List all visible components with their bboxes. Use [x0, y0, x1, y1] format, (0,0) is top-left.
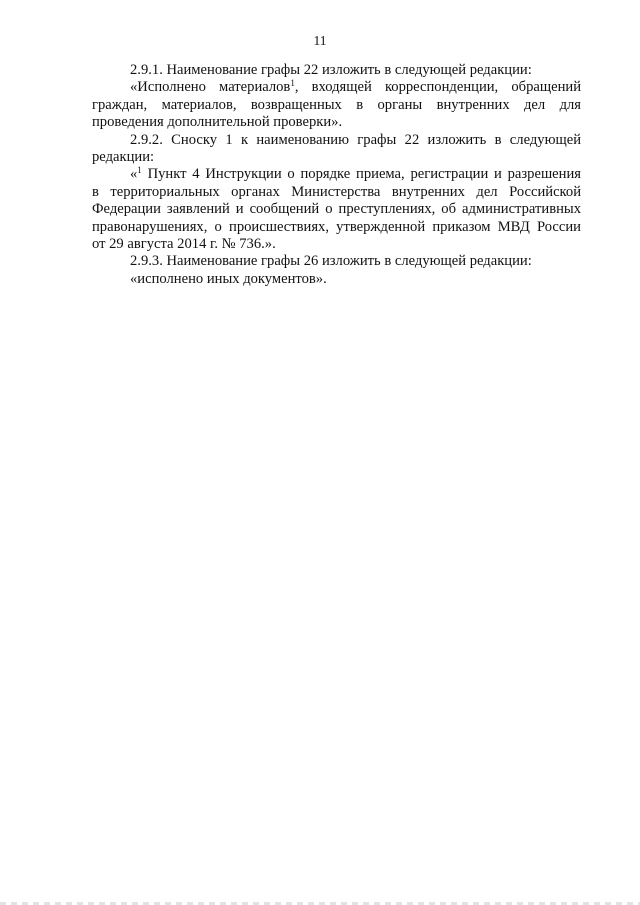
- paragraph-2-9-2: [92, 132, 581, 167]
- footnote-reference: 1: [290, 79, 295, 89]
- document-body: [92, 62, 581, 288]
- paragraph-line: 2.9.2. Сноску 1 к наименованию графы 22 изложить в следующей: [130, 131, 581, 148]
- text-fragment: , входящей корреспонденции, обращений: [294, 79, 581, 96]
- paragraph-line: граждан, материалов, возвращенных в органы внутренних дел для: [92, 96, 581, 113]
- paragraph-executed-materials: [92, 79, 581, 131]
- paragraph-line: проведения дополнительной проверки».: [92, 114, 343, 131]
- text-fragment: «Исполнено материалов: [130, 79, 291, 96]
- paragraph-line: 2.9.3. Наименование графы 26 изложить в следующей редакции:: [130, 253, 532, 270]
- paragraph-2-9-1: [92, 62, 581, 79]
- paragraph-line: редакции:: [92, 148, 155, 165]
- paragraph-footnote-text: [92, 166, 581, 253]
- paragraph-line: от 29 августа 2014 г. № 736.».: [92, 235, 276, 252]
- page-number: 11: [313, 33, 327, 48]
- paragraph-line: [92, 166, 581, 183]
- text-fragment: Пункт 4 Инструкции о порядке приема, регистрации и разрешения: [141, 166, 581, 183]
- footnote-reference: 1: [137, 166, 142, 176]
- paragraph-2-9-3: [92, 253, 581, 270]
- paragraph-line: правонарушениях, о происшествиях, утвержденной приказом МВД России: [92, 218, 581, 235]
- paragraph-line: Федерации заявлений и сообщений о преступлениях, об административных: [92, 201, 581, 218]
- paragraph-line: 2.9.1. Наименование графы 22 изложить в следующей редакции:: [130, 62, 532, 78]
- paragraph-other-documents: [92, 271, 581, 288]
- paragraph-line: в территориальных органах Министерства внутренних дел Российской: [92, 183, 581, 200]
- text-fragment: «: [130, 166, 138, 183]
- paragraph-line: [92, 79, 581, 96]
- paragraph-line: «исполнено иных документов».: [130, 270, 327, 287]
